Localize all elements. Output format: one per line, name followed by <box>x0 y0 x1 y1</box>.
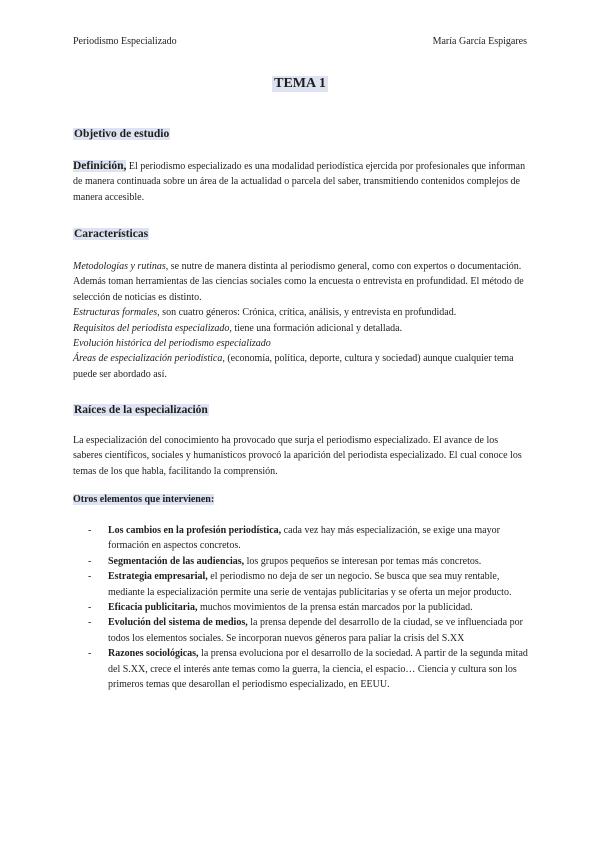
title-text: TEMA 1 <box>274 76 326 91</box>
caracteristica-item: Áreas de especialización periodística, (economía, política, deporte, cultura y sociedad) aunque cualquier tema puede ser abordado así. <box>73 353 514 380</box>
list-item: - Eficacia publicitaria, muchos movimientos de la prensa están marcados por la publicidad. <box>88 600 528 615</box>
definition-paragraph <box>73 159 528 205</box>
header-author: María García Espigares <box>432 36 527 47</box>
bullet-dash: - <box>88 648 92 660</box>
caracteristica-item: Evolución histórica del periodismo especializado <box>73 338 271 350</box>
section-heading-objetivo: Objetivo de estudio <box>74 128 170 140</box>
definition-text: El periodismo especializado es una modalidad periodística ejercida por profesionales que informan de manera continuada sobre un área de la actualidad o parcela del saber, transmitiendo contenidos complejos de manera accesible. <box>73 161 526 203</box>
bullet-dash: - <box>88 555 92 567</box>
bullet-dash: - <box>88 617 92 629</box>
bullet-dash: - <box>88 571 92 583</box>
definition-term: Definición, <box>73 160 127 172</box>
bullet-dash: - <box>88 602 92 614</box>
list-item: - Segmentación de las audiencias, los grupos pequeños se interesan por temas más concretos. <box>88 554 528 569</box>
caracteristica-item: Metodologías y rutinas, se nutre de manera distinta al periodismo general, como con expertos o documentación. Además toman herramientas de las ciencias sociales como la encuesta o entrevista en profundidad. El método de selección de noticias es distinto. <box>73 261 524 303</box>
page-title <box>0 74 600 92</box>
raices-paragraph: La especialización del conocimiento ha provocado que surja el periodismo especializado. El avance de los saberes científicos, sociales y humanísticos provocó la aparición del periodista especializado. El cual conoce los temas de los que habla, facilitando la comprensión. <box>73 435 522 477</box>
list-item: - Estrategia empresarial, el periodismo no deja de ser un negocio. Se busca que sea muy rentable, mediante la especialización permite una serie de ventajas publicitarias y se oferta un mejor producto. <box>88 571 512 598</box>
subheading-otros: Otros elementos que intervienen: <box>73 494 215 505</box>
caracteristica-item: Estructuras formales, son cuatro géneros: Crónica, crítica, análisis, y entrevista en profundidad. <box>73 307 457 319</box>
list-item: - Razones sociológicas, la prensa evoluciona por el desarrollo de la sociedad. A partir de la segunda mitad del S.XX, crece el interés ante temas como la guerra, la ciencia, el espacio… Ciencia y cultura son los primeros temas que desarollan el periodismo especializado, en EEUU. <box>88 648 528 691</box>
header-course: Periodismo Especializado <box>73 36 177 47</box>
section-heading-raices: Raíces de la especialización <box>74 404 208 416</box>
bullet-dash: - <box>88 525 92 536</box>
caracteristicas-list <box>73 259 528 382</box>
section-heading-caracteristicas: Características <box>74 228 149 240</box>
list-item: - Los cambios en la profesión periodística, cada vez hay más especialización, se exige una mayor formación en aspectos concretos. <box>88 525 500 552</box>
caracteristica-item: Requisitos del periodista especializado, tiene una formación adicional y detallada. <box>73 322 403 334</box>
list-item: - Evolución del sistema de medios, la prensa depende del desarrollo de la ciudad, se ve influenciada por todos los elementos sociales. Se incorporan nuevos géneros para paliar la crisis del S.XX <box>88 617 523 644</box>
otros-list <box>88 523 528 692</box>
